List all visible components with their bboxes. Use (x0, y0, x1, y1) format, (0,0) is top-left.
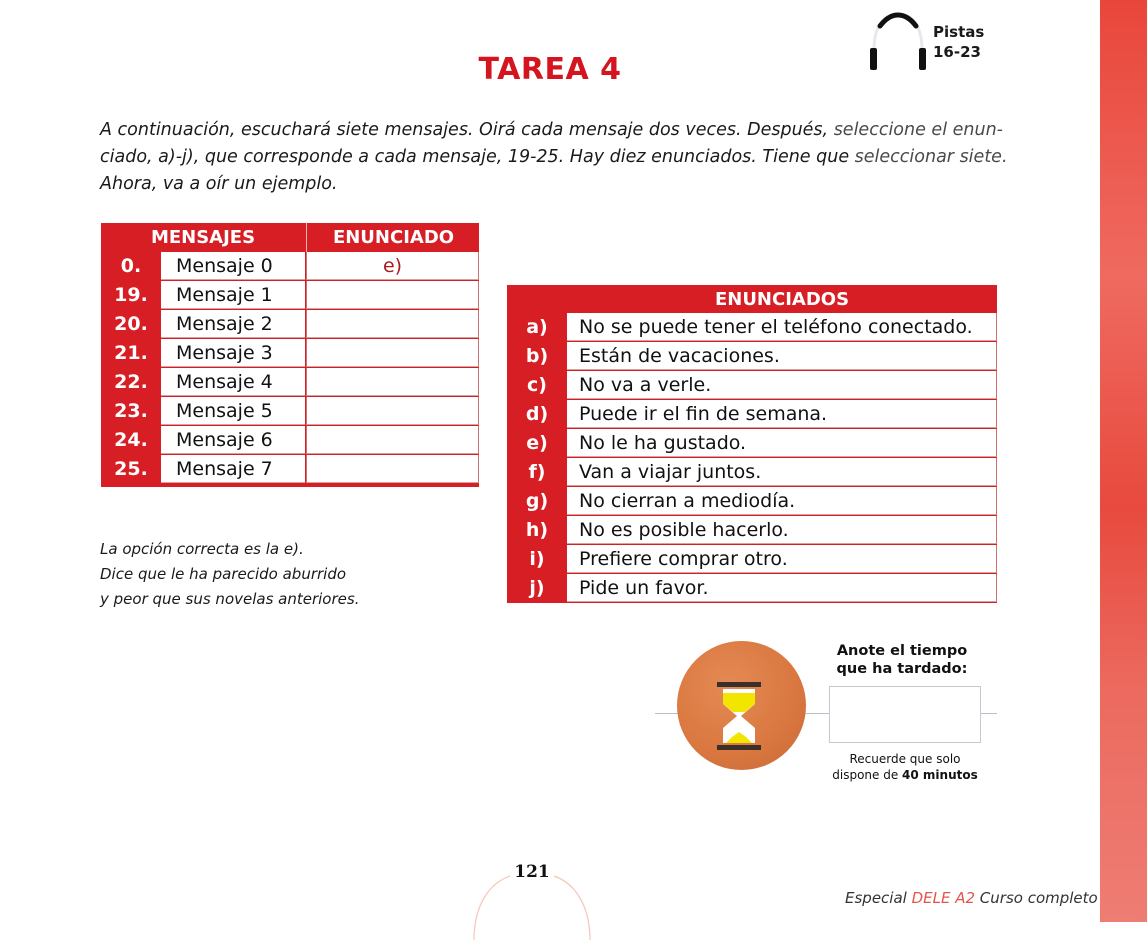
mensajes-table (101, 223, 479, 487)
option-letter: d) (525, 403, 549, 425)
message-label: Mensaje 4 (161, 368, 305, 396)
timer-reminder-text: dispone de (832, 768, 903, 782)
option-letter: b) (525, 345, 549, 367)
timer-reminder-line: Recuerde que solo (849, 752, 961, 766)
table-row (101, 397, 479, 426)
option-text: No cierran a mediodía. (567, 487, 997, 515)
page-title: TAREA 4 (478, 52, 622, 87)
enunciados-table (507, 285, 997, 603)
message-label: Mensaje 2 (161, 310, 305, 338)
table-row (101, 339, 479, 368)
timer-connector-line (979, 713, 997, 714)
example-note-line: La opción correcta es la e). (100, 540, 304, 558)
message-label: Mensaje 0 (161, 252, 305, 280)
option-text: Prefiere comprar otro. (567, 545, 997, 573)
header-mensajes: MENSAJES (150, 227, 256, 248)
list-item (507, 487, 997, 516)
option-text: No va a verle. (567, 371, 997, 399)
hourglass-icon (712, 680, 766, 752)
page-number: 121 (514, 862, 550, 882)
instructions-text: seleccione el enun- (833, 120, 1003, 140)
answer-cell[interactable] (306, 281, 479, 309)
message-number: 22. (114, 371, 148, 393)
instructions-text: A continuación, escuchará siete mensajes. Oirá cada mensaje dos veces. Después, (100, 120, 834, 140)
message-number: 20. (114, 313, 148, 335)
list-item (507, 516, 997, 545)
option-letter: f) (528, 461, 546, 483)
header-enunciado: ENUNCIADO (306, 223, 480, 252)
example-note-line: y peor que sus novelas anteriores. (100, 590, 360, 608)
option-text: No es posible hacerlo. (567, 516, 997, 544)
audio-tracks-title: Pistas (933, 23, 985, 41)
answer-cell[interactable] (306, 426, 479, 454)
footer-brand-text: Curso completo (975, 889, 1098, 907)
option-letter: h) (525, 519, 549, 541)
instructions-line-2 (100, 144, 1020, 171)
list-item (507, 313, 997, 342)
answer-cell[interactable] (306, 339, 479, 367)
message-number: 23. (114, 400, 148, 422)
option-letter: g) (525, 490, 549, 512)
page-edge-strip (1100, 0, 1147, 922)
option-text: No le ha gustado. (567, 429, 997, 457)
audio-tracks-range: 16-23 (933, 43, 981, 61)
footer-brand (845, 889, 1098, 907)
list-item (507, 371, 997, 400)
mensajes-table-header (101, 223, 479, 252)
message-label: Mensaje 5 (161, 397, 305, 425)
option-text: Están de vacaciones. (567, 342, 997, 370)
message-number: 24. (114, 429, 148, 451)
table-row (101, 455, 479, 484)
instructions-line-3: Ahora, va a oír un ejemplo. (100, 174, 338, 194)
enunciados-table-header: ENUNCIADOS (714, 289, 850, 310)
table-row (101, 368, 479, 397)
message-number: 19. (114, 284, 148, 306)
timer-connector-line (655, 713, 679, 714)
answer-cell[interactable] (306, 455, 479, 483)
headphones-icon (866, 8, 930, 72)
option-letter: c) (527, 374, 547, 396)
table-row (101, 426, 479, 455)
timer-connector-line (805, 713, 830, 714)
message-number: 21. (114, 342, 148, 364)
footer-brand-text: Especial (845, 889, 912, 907)
option-text: Van a viajar juntos. (567, 458, 997, 486)
list-item (507, 429, 997, 458)
option-letter: i) (529, 548, 545, 570)
timer-label-line: que ha tardado: (836, 661, 968, 677)
timer-reminder-line (820, 767, 990, 783)
option-letter: e) (526, 432, 548, 454)
list-item (507, 400, 997, 429)
table-row (101, 252, 479, 281)
table-row (101, 281, 479, 310)
list-item (507, 458, 997, 487)
message-label: Mensaje 7 (161, 455, 305, 483)
answer-cell[interactable] (306, 310, 479, 338)
option-letter: a) (526, 316, 548, 338)
list-item (507, 342, 997, 371)
list-item (507, 574, 997, 603)
message-number: 25. (114, 458, 148, 480)
instructions-text: seleccionar siete. (854, 147, 1008, 167)
option-text: Pide un favor. (567, 574, 997, 602)
timer-limit: 40 minutos (902, 768, 978, 782)
instructions (100, 117, 1020, 198)
answer-cell[interactable] (306, 397, 479, 425)
message-label: Mensaje 6 (161, 426, 305, 454)
instructions-text: ciado, a)-j), que corresponde a cada mensaje, 19-25. Hay diez enunciados. Tiene que (100, 147, 855, 167)
example-note-line: Dice que le ha parecido aburrido (100, 565, 347, 583)
timer-label-line: Anote el tiempo (836, 643, 968, 659)
message-label: Mensaje 3 (161, 339, 305, 367)
example-note (100, 537, 359, 612)
list-item (507, 545, 997, 574)
timer-reminder (820, 751, 990, 783)
option-text: No se puede tener el teléfono conectado. (567, 313, 997, 341)
audio-tracks-label (933, 22, 984, 62)
message-label: Mensaje 1 (161, 281, 305, 309)
table-row (101, 310, 479, 339)
message-number: 0. (120, 255, 142, 277)
timer-label (832, 642, 972, 678)
answer-cell[interactable] (306, 368, 479, 396)
instructions-line-1 (100, 117, 1020, 144)
option-letter: j) (529, 577, 545, 599)
answer-cell[interactable]: e) (306, 252, 479, 280)
footer-brand-accent: DELE A2 (911, 889, 976, 907)
option-text: Puede ir el fin de semana. (567, 400, 997, 428)
time-taken-input[interactable] (829, 686, 981, 743)
